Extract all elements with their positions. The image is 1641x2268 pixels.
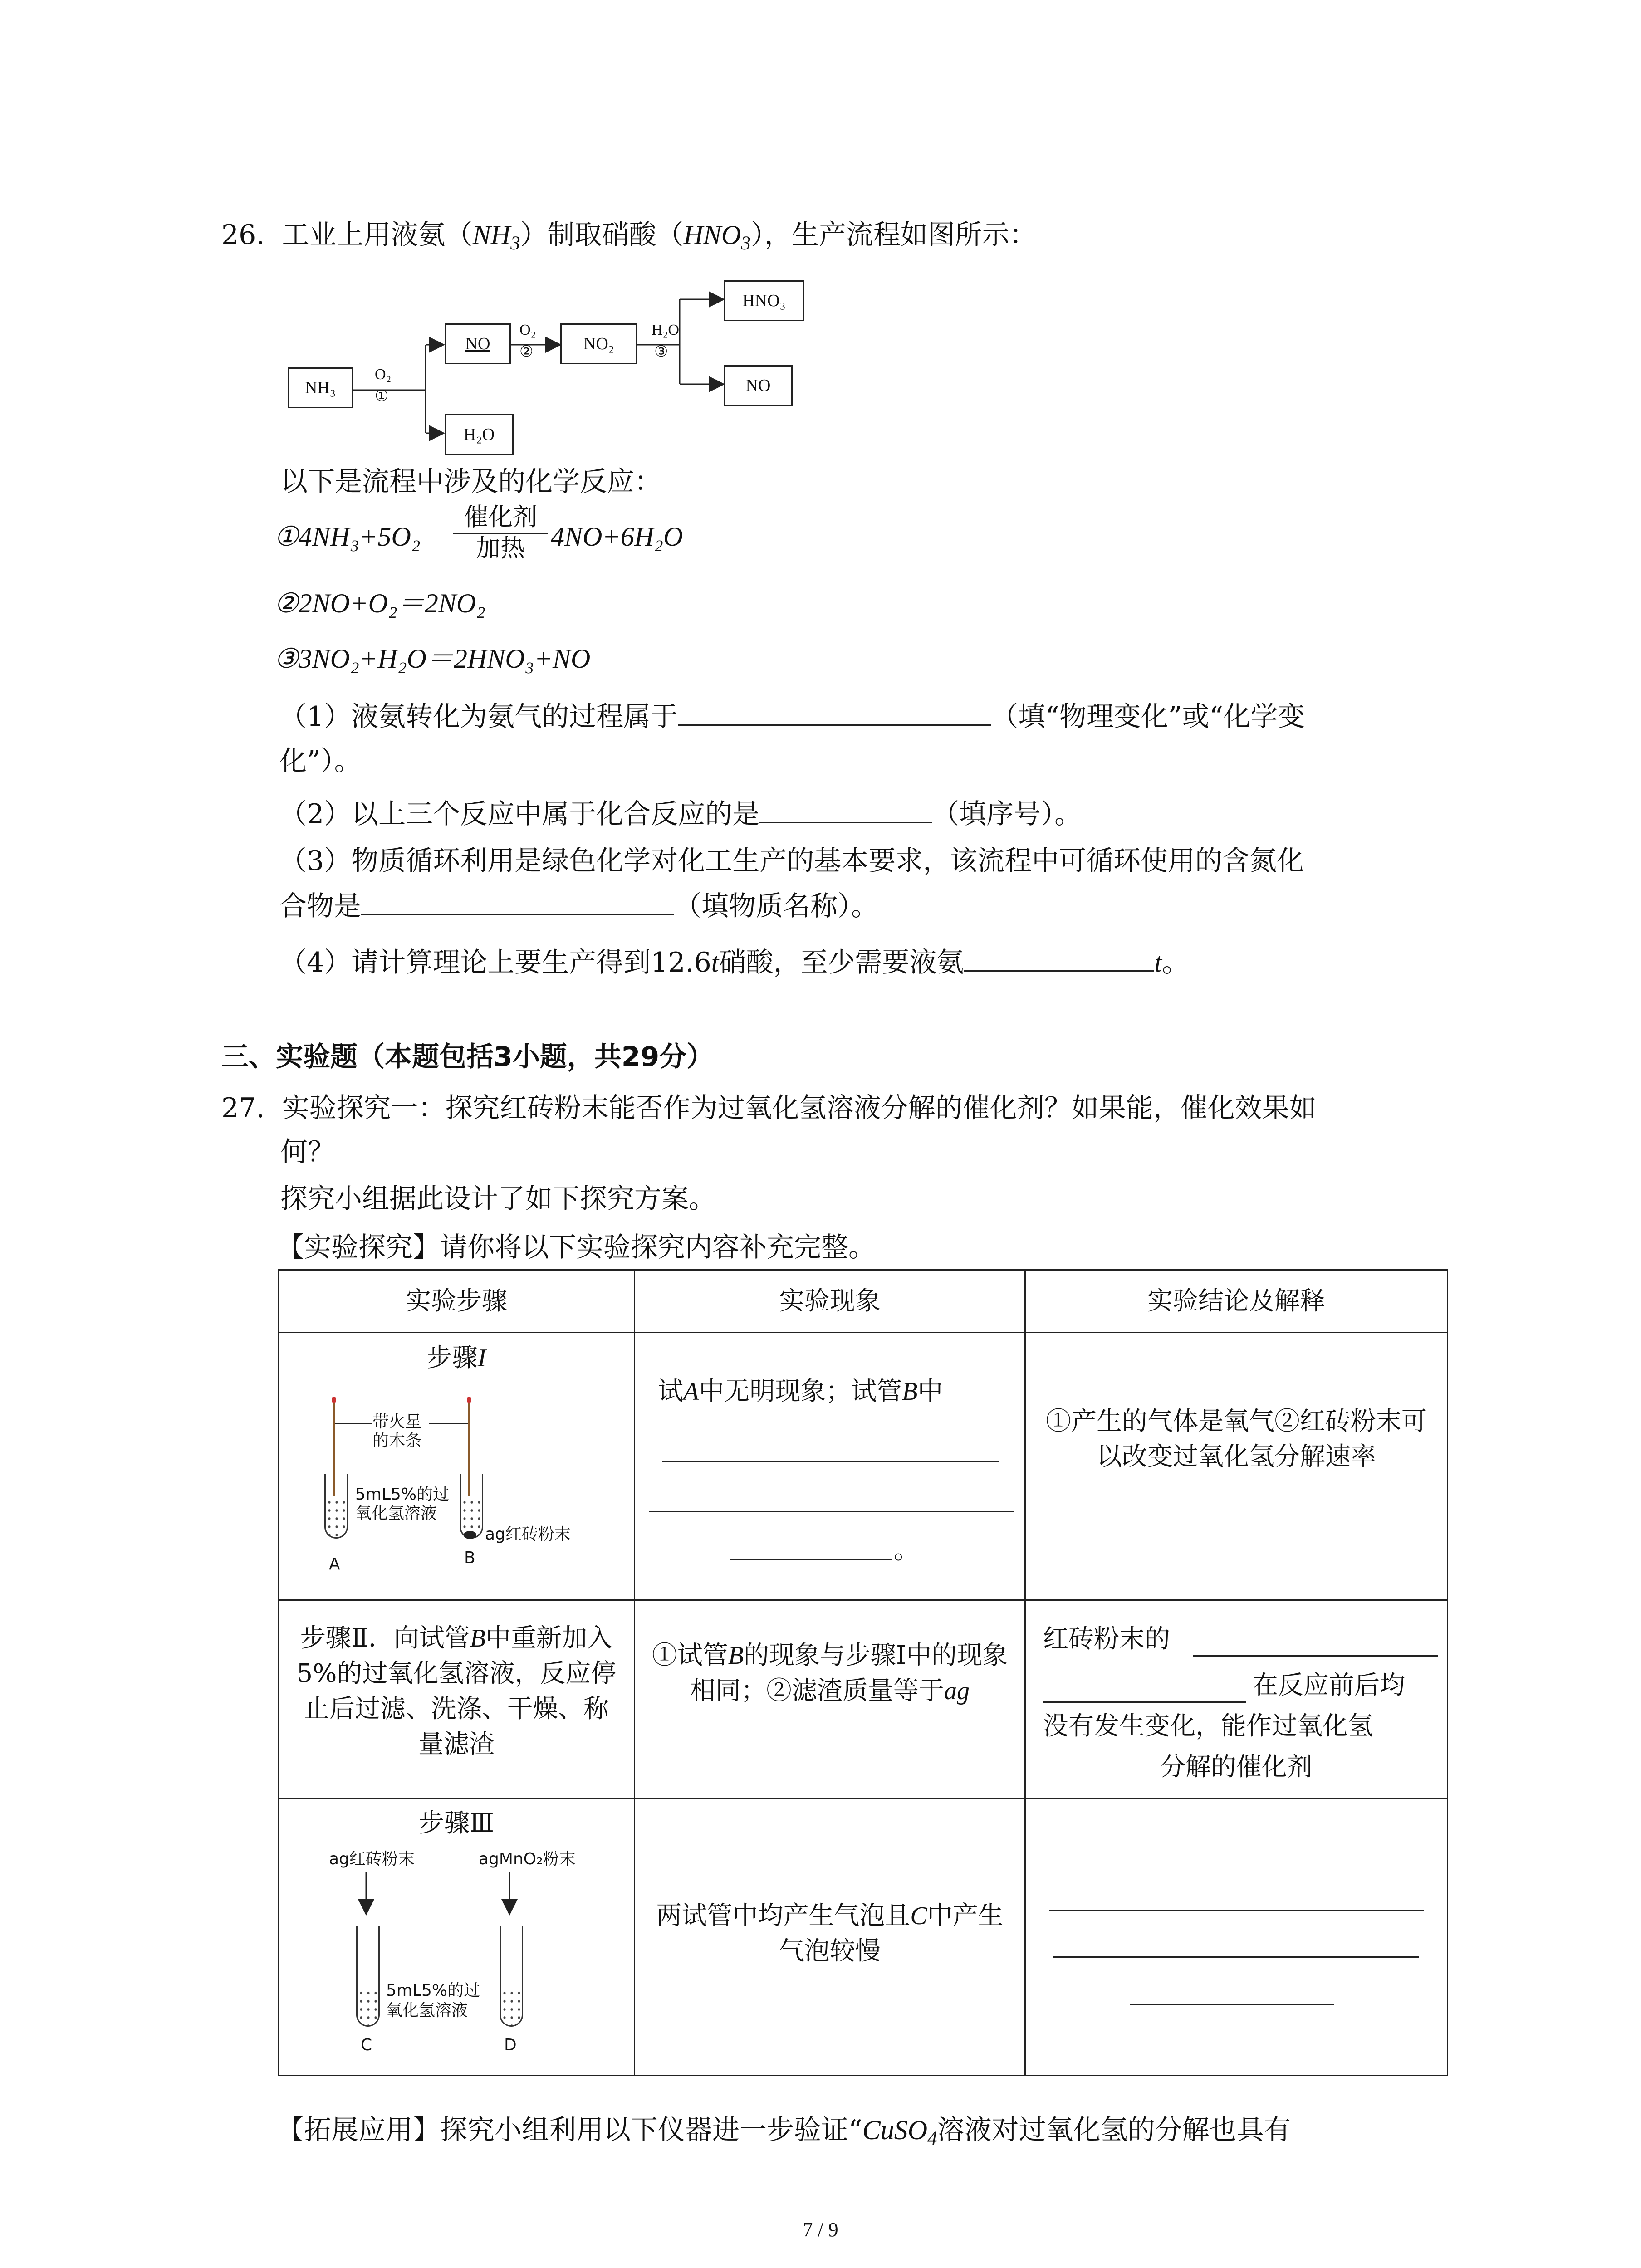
flow-step-1: ① [375, 388, 389, 405]
flow-step-2: ② [519, 343, 534, 360]
ember-b [467, 1397, 471, 1403]
label-solution: 5mL5%的过 [386, 1981, 480, 2000]
test-tube-d [500, 1926, 523, 2027]
label-brick-powder: ag红砖粉末 [329, 1850, 415, 1868]
reaction-2: ②2NO+O₂＝2NO₂ [274, 588, 486, 618]
table-header-cell: 实验步骤 [279, 1270, 635, 1333]
step-2-text: 步骤Ⅱ．向试管B中重新加入5%的过氧化氢溶液，反应停止后过滤、洗涤、干燥、称量滤渣 [296, 1623, 617, 1759]
question-26-stem: 26. 工业上用液氨$(NH_3)$制取硝酸$(HNO_3)$，生产流程如图所示： [221, 219, 1037, 254]
phenomenon-3-cell [635, 1799, 1025, 2076]
pointer-line [429, 1423, 468, 1424]
flow-box-hno3: HNO₃ [724, 280, 804, 321]
answer-line[interactable] [662, 1461, 999, 1462]
conclusion-2-line-4: 分解的催化剂 [1160, 1752, 1313, 1782]
step-3-title: 步骤Ⅲ [418, 1809, 494, 1838]
label-wood-splint-2: 的木条 [372, 1432, 422, 1450]
table-header-cell: 实验现象 [635, 1270, 1025, 1333]
extension-application: 【拓展应用】探究小组利用以下仪器进一步验证“CuSO$_4$溶液对过氧化氢的分解也具有 [277, 2114, 1291, 2150]
table-header-row [279, 1270, 1448, 1333]
period: 。 [894, 1535, 919, 1565]
answer-blank-4[interactable] [964, 945, 1154, 972]
label-solution-2: 氧化氢溶液 [386, 2001, 468, 2020]
q26-part-3-cont: 合物是 （填物质名称）。 [279, 888, 878, 924]
q26-part-2: （2）以上三个反应中属于化合反应的是 （填序号）。 [279, 796, 1082, 832]
step-1-cell [279, 1333, 635, 1600]
question-number: 26. [221, 219, 265, 251]
flow-box-no: NO [445, 323, 511, 364]
reactions-title: 以下是流程中涉及的化学反应： [280, 466, 661, 498]
step-3-cell [279, 1799, 635, 2076]
phenomenon-2-cell [635, 1600, 1025, 1799]
q26-part-3: （3）物质循环利用是绿色化学对化工生产的基本要求，该流程中可循环使用的含氮化 [279, 845, 1304, 877]
phenomenon-3-text: 两试管中均产生气泡且C中产生气泡较慢 [656, 1901, 1004, 1966]
flow-reagent-h2o: H₂O [652, 322, 679, 338]
conclusion-1-cell [1025, 1333, 1448, 1600]
step-1-title: 步骤I [426, 1343, 486, 1373]
answer-blank-1[interactable] [678, 699, 991, 726]
ember-a [332, 1397, 336, 1403]
table-row [279, 1333, 1448, 1600]
table-header-cell: 实验结论及解释 [1025, 1270, 1448, 1333]
label-tube-b: B [464, 1549, 475, 1567]
phenomenon-1-cell [635, 1333, 1025, 1600]
conclusion-1-text: ①产生的气体是氧气②红砖粉末可以改变过氧化氢分解速率 [1046, 1407, 1427, 1471]
flow-step-3: ③ [654, 343, 668, 360]
test-tube-b [460, 1474, 483, 1539]
table-row [279, 1600, 1448, 1799]
answer-line[interactable] [730, 1559, 892, 1560]
step-2-cell [279, 1600, 635, 1799]
label-brick-powder: ag红砖粉末 [485, 1525, 571, 1544]
label-mno2-powder: agMnO₂粉末 [479, 1850, 576, 1868]
flow-box-nh3: NH₃ [288, 367, 353, 408]
reaction-1: ①4NH₃+5O₂ [274, 522, 421, 552]
experiment-table [278, 1269, 1448, 2076]
test-tube-a [324, 1474, 348, 1539]
reaction-3: ③3NO₂+H₂O＝2HNO₃+NO [274, 644, 591, 674]
addition-arrows [279, 1799, 633, 2072]
answer-blank-3[interactable] [361, 889, 674, 915]
table-row [279, 1799, 1448, 2076]
wood-splint-a [333, 1400, 335, 1496]
q26-part-1: （1）液氨转化为氨气的过程属于 （填“物理变化”或“化学变 [279, 699, 1305, 735]
label-tube-a: A [329, 1555, 340, 1574]
flow-reagent-o2-1: O₂ [375, 366, 392, 383]
flow-box-h2o: H₂O [445, 414, 514, 455]
answer-line[interactable] [1043, 1701, 1246, 1703]
answer-blank-2[interactable] [759, 797, 932, 823]
flow-box-no-output: NO [724, 365, 793, 406]
flow-box-no2: NO₂ [560, 323, 637, 364]
wood-splint-b [468, 1400, 470, 1496]
production-flow-diagram [286, 277, 830, 458]
conclusion-2-line-2: 在反应前后均 [1253, 1671, 1405, 1700]
phenomenon-1-text: 试A中无明现象；试管B中 [658, 1377, 943, 1406]
conclusion-2-cell [1025, 1600, 1448, 1799]
flow-reagent-o2-2: O₂ [519, 322, 536, 338]
conclusion-3-cell[interactable] [1025, 1799, 1448, 2076]
section-heading: 三、实验题（本题包括3小题，共29分） [221, 1041, 714, 1073]
answer-line[interactable] [1130, 2004, 1334, 2005]
brick-powder [464, 1531, 476, 1539]
question-27-line-1: 27. 实验探究一：探究红砖粉末能否作为过氧化氢溶液分解的催化剂？如果能，催化效果如 [221, 1092, 1317, 1124]
q26-part-1-cont: 化”）。 [279, 745, 362, 777]
label-tube-d: D [504, 2036, 517, 2054]
label-tube-c: C [361, 2036, 372, 2054]
conclusion-2-line-1: 红砖粉末的 [1043, 1624, 1170, 1654]
answer-line[interactable] [1049, 1910, 1424, 1911]
question-27-line-2: 何？ [280, 1136, 335, 1168]
answer-line[interactable] [649, 1511, 1014, 1512]
reaction-1-products: 4NO+6H₂O [551, 522, 683, 552]
page-number: 7 / 9 [803, 2219, 838, 2241]
question-number: 27. [221, 1092, 265, 1124]
label-wood-splint: 带火星 [372, 1413, 422, 1431]
question-27-line-3: 探究小组据此设计了如下探究方案。 [280, 1183, 716, 1215]
reaction-1-condition: 催化剂 加热 [451, 503, 550, 563]
test-tube-c [356, 1926, 380, 2027]
label-solution-2: 氧化氢溶液 [355, 1504, 437, 1523]
conclusion-2-line-3: 没有发生变化，能作过氧化氢 [1043, 1711, 1373, 1741]
phenomenon-2-text: ①试管B的现象与步骤Ⅰ中的现象相同；②滤渣质量等于ag [652, 1641, 1008, 1706]
pointer-line [335, 1423, 372, 1424]
answer-line[interactable] [1193, 1655, 1438, 1657]
q26-part-4: （4）请计算理论上要生产得到12.6t硝酸，至少需要液氨 t。 [279, 944, 1189, 981]
question-27-line-4: 【实验探究】请你将以下实验探究内容补充完整。 [277, 1232, 876, 1263]
label-solution: 5mL5%的过 [355, 1485, 450, 1504]
answer-line[interactable] [1053, 1956, 1419, 1958]
